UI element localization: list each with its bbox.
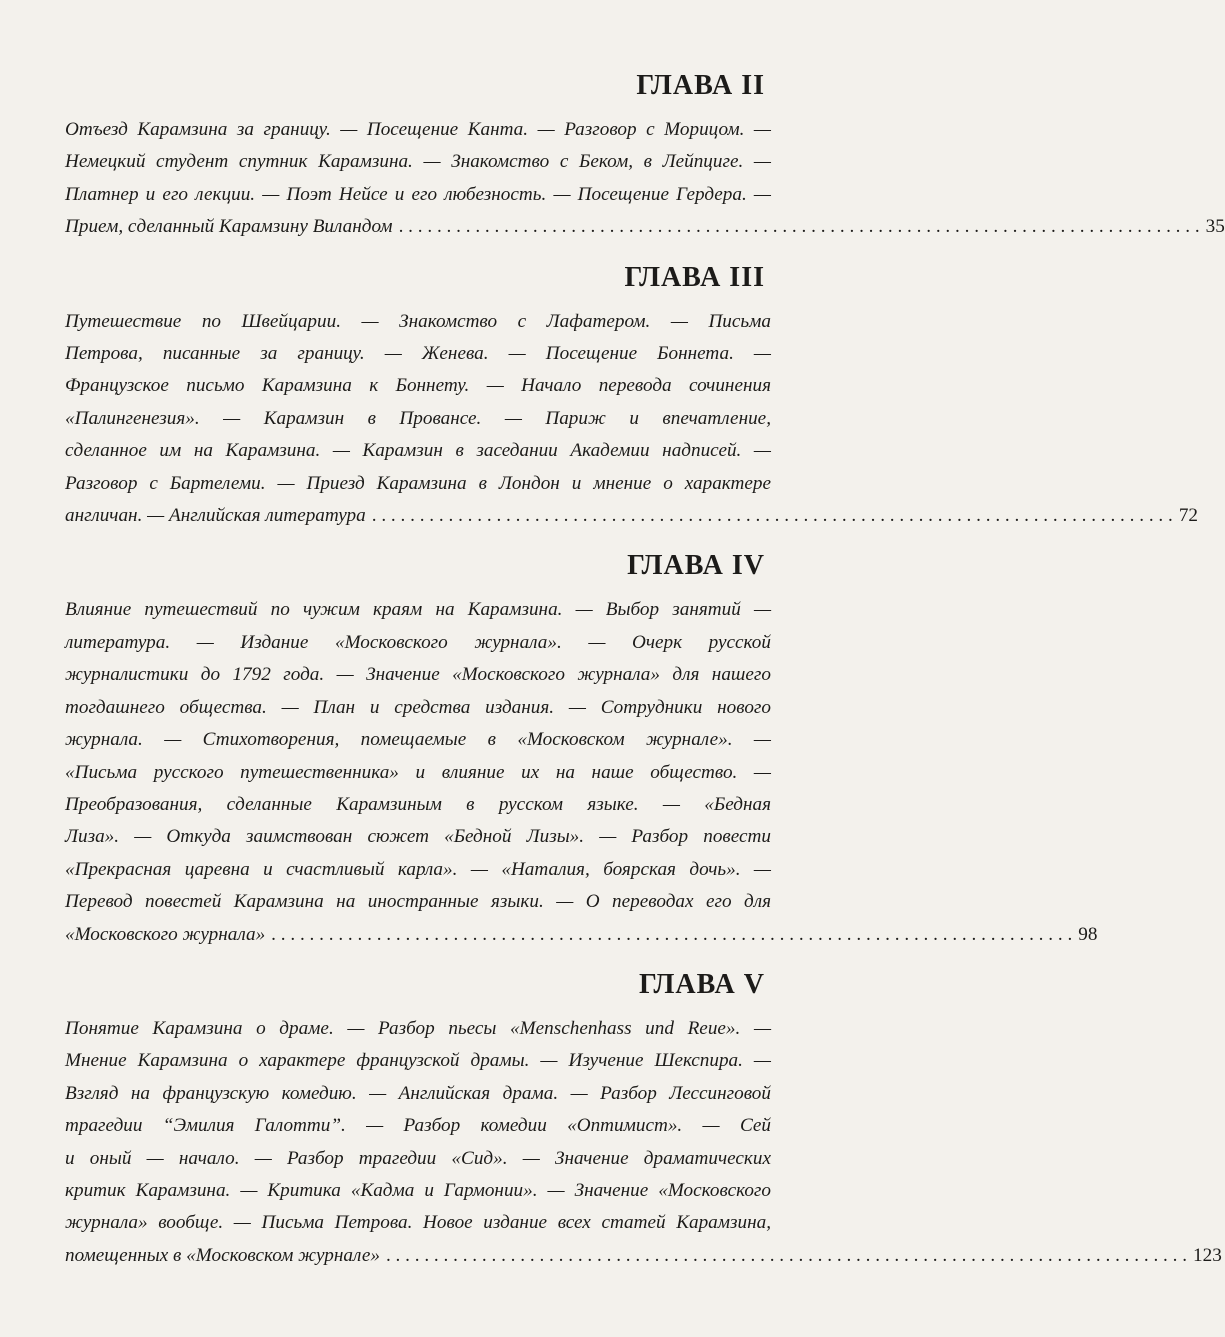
summary-line: Путешествие по Швейцарии. — Знакомство с Лафатером. — Письма xyxy=(65,310,771,332)
summary-line: трагедии “Эмилия Галотти”. — Разбор комедии «Оптимист». — Сей xyxy=(65,1115,771,1137)
dot-leader: . . . . . . . . . . . . . . . . . . . . . . . . . . . . . . . . . . . . . . . . . . . . . . . . . . . . . . . . . . . . . . . . . . . . . . . . . . . . . . . . . . . . xyxy=(371,505,1173,527)
summary-line: Французское письмо Карамзина к Боннету. — Начало перевода сочинения xyxy=(65,375,771,397)
summary-line: Разговор с Бартелеми. — Приезд Карамзина в Лондон и мнение о характере xyxy=(65,472,771,494)
summary-line: литература. — Издание «Московского журнала». — Очерк русской xyxy=(65,631,771,653)
summary-line: Влияние путешествий по чужим краям на Карамзина. — Выбор занятий — xyxy=(65,599,771,621)
chapter-summary xyxy=(65,594,1098,950)
chapter-heading: ГЛАВА III xyxy=(624,261,765,293)
chapter-summary xyxy=(65,114,1225,244)
summary-line: «Письма русского путешественника» и влияние их на наше общество. — xyxy=(65,761,771,783)
dot-leader: . . . . . . . . . . . . . . . . . . . . . . . . . . . . . . . . . . . . . . . . . . . . . . . . . . . . . . . . . . . . . . . . . . . . . . . . . . . . . . . . . . . . xyxy=(271,923,1073,945)
summary-line: Петрова, писанные за границу. — Женева. — Посещение Боннета. — xyxy=(65,343,771,365)
summary-line: Мнение Карамзина о характере французской драмы. — Изучение Шекспира. — xyxy=(65,1050,771,1072)
toc-entry-last-line xyxy=(65,211,1225,243)
chapter-section xyxy=(65,968,1222,1272)
toc-entry-last-line xyxy=(65,500,1198,532)
summary-line: «Московского журнала» xyxy=(65,923,266,945)
chapter-section xyxy=(65,550,1098,950)
chapter-heading: ГЛАВА V xyxy=(638,968,765,1000)
summary-line: «Прекрасная царевна и счастливый карла». — «Наталия, боярская дочь». — xyxy=(65,858,771,880)
summary-line: критик Карамзина. — Критика «Кадма и Гармонии». — Значение «Московского xyxy=(65,1179,771,1201)
page-number: 123 xyxy=(1193,1244,1222,1266)
summary-line: Взгляд на французскую комедию. — Английская драма. — Разбор Лессинговой xyxy=(65,1082,771,1104)
summary-line: Немецкий студент спутник Карамзина. — Знакомство с Беком, в Лейпциге. — xyxy=(65,151,771,173)
summary-line: журнала» вообще. — Письма Петрова. Новое издание всех статей Карамзина, xyxy=(65,1212,771,1234)
summary-line: и оный — начало. — Разбор трагедии «Сид». — Значение драматических xyxy=(65,1147,771,1169)
summary-line: журналистики до 1792 года. — Значение «Московского журнала» для нашего xyxy=(65,664,771,686)
page-number: 72 xyxy=(1178,505,1198,527)
summary-line: Платнер и его лекции. — Поэт Нейсе и его любезность. — Посещение Гердера. — xyxy=(65,183,771,205)
summary-line: Лиза». — Откуда заимствован сюжет «Бедной Лизы». — Разбор повести xyxy=(65,826,771,848)
summary-line: журнала. — Стихотворения, помещаемые в «Московском журнале». — xyxy=(65,729,771,751)
table-of-contents xyxy=(65,70,1225,1272)
chapter-summary xyxy=(65,306,1198,533)
summary-line: «Палингенезия». — Карамзин в Провансе. — Париж и впечатление, xyxy=(65,407,771,429)
chapter-heading: ГЛАВА IV xyxy=(627,550,765,582)
summary-line: англичан. — Английская литература xyxy=(65,505,366,527)
chapter-section xyxy=(65,261,1198,533)
summary-line: сделанное им на Карамзина. — Карамзин в заседании Академии надписей. — xyxy=(65,440,771,462)
toc-entry-last-line xyxy=(65,1240,1222,1272)
summary-line: Перевод повестей Карамзина на иностранные языки. — О переводах его для xyxy=(65,891,771,913)
summary-line: тогдашнего общества. — План и средства издания. — Сотрудники нового xyxy=(65,696,771,718)
summary-line: Понятие Карамзина о драме. — Разбор пьесы «Menschenhass und Reue». — xyxy=(65,1017,771,1039)
page-number: 98 xyxy=(1078,923,1098,945)
toc-entry-last-line xyxy=(65,919,1098,951)
chapter-heading: ГЛАВА II xyxy=(636,70,765,101)
chapter-section xyxy=(65,70,1225,244)
dot-leader: . . . . . . . . . . . . . . . . . . . . . . . . . . . . . . . . . . . . . . . . . . . . . . . . . . . . . . . . . . . . . . . . . . . . . . . . . . . . . . . . . . . . xyxy=(398,216,1200,238)
chapter-summary xyxy=(65,1013,1222,1272)
dot-leader: . . . . . . . . . . . . . . . . . . . . . . . . . . . . . . . . . . . . . . . . . . . . . . . . . . . . . . . . . . . . . . . . . . . . . . . . . . . . . . . . . . . . xyxy=(385,1244,1188,1266)
summary-line: Преобразования, сделанные Карамзиным в русском языке. — «Бедная xyxy=(65,793,771,815)
summary-line: Отъезд Карамзина за границу. — Посещение Канта. — Разговор с Морицом. — xyxy=(65,119,771,140)
summary-line: Прием, сделанный Карамзину Виландом xyxy=(65,216,393,238)
summary-line: помещенных в «Московском журнале» xyxy=(65,1244,380,1266)
page-number: 35 xyxy=(1205,216,1225,238)
